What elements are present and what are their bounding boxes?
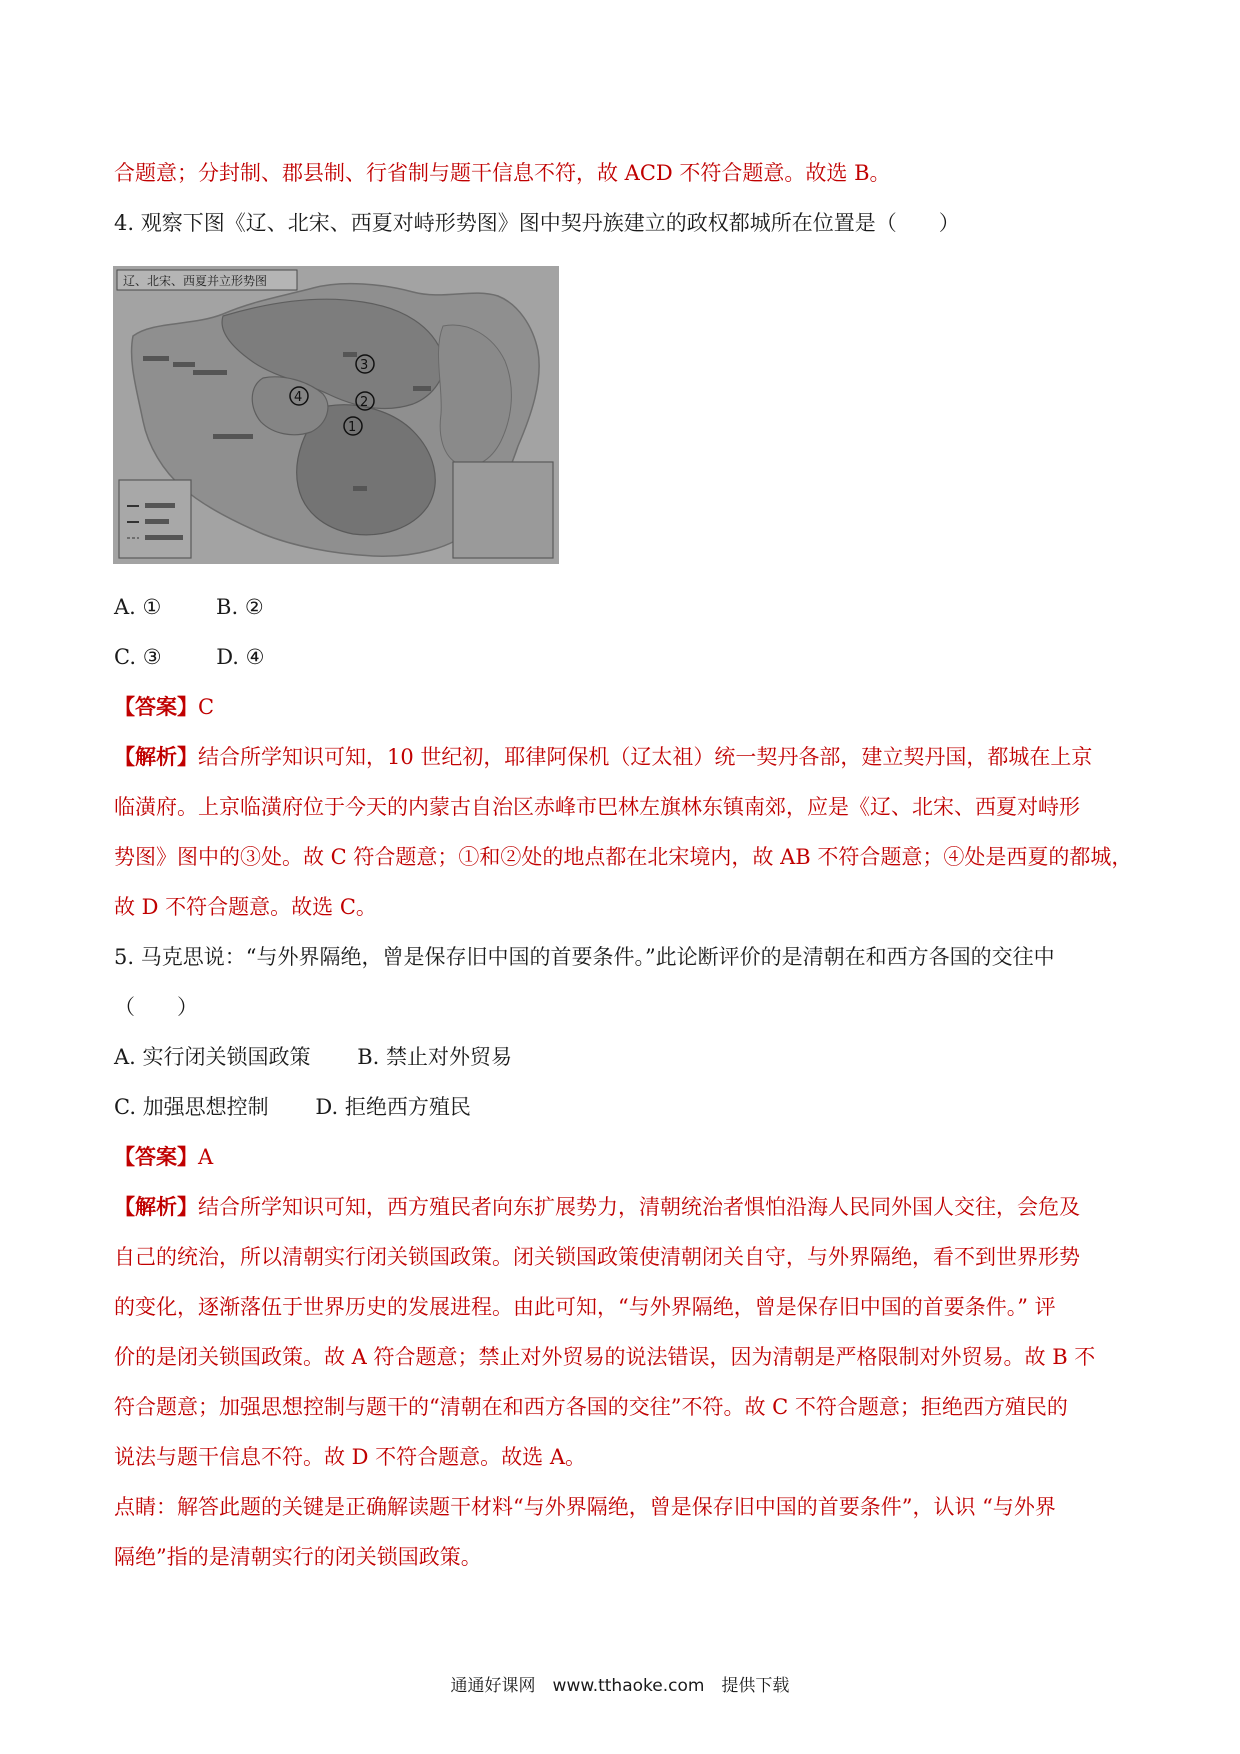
option-d[interactable]	[315, 1092, 470, 1122]
analysis-text: 结合所学知识可知，西方殖民者向东扩展势力，清朝统治者惧怕沿海人民同外国人交往，会危及	[198, 1195, 1080, 1219]
option-text: 实行闭关锁国政策	[142, 1045, 311, 1069]
map-title: 辽、北宋、西夏并立形势图	[123, 274, 268, 288]
question-4-options-row-1	[114, 592, 1134, 622]
option-c[interactable]	[114, 642, 162, 672]
option-text: ②	[244, 595, 264, 619]
option-b[interactable]	[216, 592, 264, 622]
question-4-analysis-line-1	[114, 742, 1134, 772]
question-5-analysis-line-6: 说法与题干信息不符。故 D 不符合题意。故选 A。	[114, 1445, 587, 1469]
question-4-analysis-line-3: 势图》图中的③处。故 C 符合题意；①和②处的地点都在北宋境内，故 AB 不符合题意；④处是西夏的都城，	[114, 845, 1133, 869]
option-b[interactable]	[357, 1042, 512, 1072]
svg-text:1: 1	[348, 420, 357, 435]
question-4-answer	[114, 692, 1134, 722]
question-5-analysis-line-2: 自己的统治，所以清朝实行闭关锁国政策。闭关锁国政策使清朝闭关自守，与外界隔绝，看不到世界形势	[114, 1245, 1080, 1269]
question-5-stem-line-1: 5. 马克思说：“与外界隔绝，曾是保存旧中国的首要条件。”此论断评价的是清朝在和西方各国的交往中	[114, 945, 1055, 969]
question-4-stem: 4. 观察下图《辽、北宋、西夏对峙形势图》图中契丹族建立的政权都城所在位置是（ ）	[114, 211, 960, 235]
option-text: 拒绝西方殖民	[344, 1095, 471, 1119]
svg-text:2: 2	[360, 395, 369, 410]
question-5-analysis-line-1	[114, 1192, 1134, 1222]
option-d[interactable]	[216, 642, 264, 672]
option-c[interactable]	[114, 1092, 269, 1122]
page-footer: 通通好课网 www.tthaoke.com 提供下载	[450, 1676, 790, 1696]
question-4-analysis-line-4: 故 D 不符合题意。故选 C。	[114, 895, 377, 919]
answer-value: C	[198, 695, 215, 719]
question-5-analysis-line-4: 价的是闭关锁国政策。故 A 符合题意；禁止对外贸易的说法错误，因为清朝是严格限制对外贸易。故 B 不	[114, 1345, 1096, 1369]
question-5-stem-line-2: （ ）	[114, 995, 198, 1019]
option-text: 禁止对外贸易	[386, 1045, 513, 1069]
answer-tag: 【答案】	[114, 1144, 198, 1169]
map-image	[113, 266, 559, 564]
question-4-options-row-2	[114, 642, 1134, 672]
option-a[interactable]	[114, 592, 161, 622]
question-4-analysis-line-2: 临潢府。上京临潢府位于今天的内蒙古自治区赤峰市巴林左旗林东镇南郊，应是《辽、北宋、西夏对峙形	[114, 795, 1080, 819]
question-5-tip-line-2: 隔绝”指的是清朝实行的闭关锁国政策。	[114, 1545, 482, 1569]
question-5-tip-line-1: 点睛：解答此题的关键是正确解读题干材料“与外界隔绝，曾是保存旧中国的首要条件”，认识 “与外界	[114, 1495, 1056, 1519]
answer-tag: 【答案】	[114, 694, 198, 719]
analysis-text: 结合所学知识可知，10 世纪初，耶律阿保机（辽太祖）统一契丹各部，建立契丹国，都城在上京	[198, 745, 1093, 769]
previous-analysis-end: 合题意；分封制、郡县制、行省制与题干信息不符，故 ACD 不符合题意。故选 B。	[114, 161, 891, 185]
svg-text:3: 3	[360, 358, 369, 373]
option-text: 加强思想控制	[142, 1095, 269, 1119]
option-key: C.	[114, 1095, 136, 1119]
option-text: ④	[245, 645, 265, 669]
option-text: ①	[142, 595, 162, 619]
option-key: B.	[216, 595, 239, 619]
option-key: A.	[114, 1045, 136, 1069]
question-5-answer	[114, 1142, 1134, 1172]
analysis-tag: 【解析】	[114, 744, 198, 769]
answer-value: A	[198, 1145, 214, 1169]
question-5-options-row-2	[114, 1092, 1134, 1122]
analysis-tag: 【解析】	[114, 1194, 198, 1219]
option-key: D.	[216, 645, 239, 669]
option-key: C.	[114, 645, 136, 669]
svg-text:4: 4	[294, 390, 303, 405]
option-key: B.	[357, 1045, 380, 1069]
question-5-analysis-line-5: 符合题意；加强思想控制与题干的“清朝在和西方各国的交往”不符。故 C 不符合题意；拒绝西方殖民的	[114, 1395, 1068, 1419]
option-text: ③	[142, 645, 162, 669]
option-key: A.	[114, 595, 136, 619]
question-5-analysis-line-3: 的变化，逐渐落伍于世界历史的发展进程。由此可知，“与外界隔绝，曾是保存旧中国的首要条件。” 评	[114, 1295, 1056, 1319]
liao-song-xixia-map-figure	[113, 266, 559, 564]
option-key: D.	[315, 1095, 339, 1119]
question-5-options-row-1	[114, 1042, 1134, 1072]
option-a[interactable]	[114, 1042, 311, 1072]
